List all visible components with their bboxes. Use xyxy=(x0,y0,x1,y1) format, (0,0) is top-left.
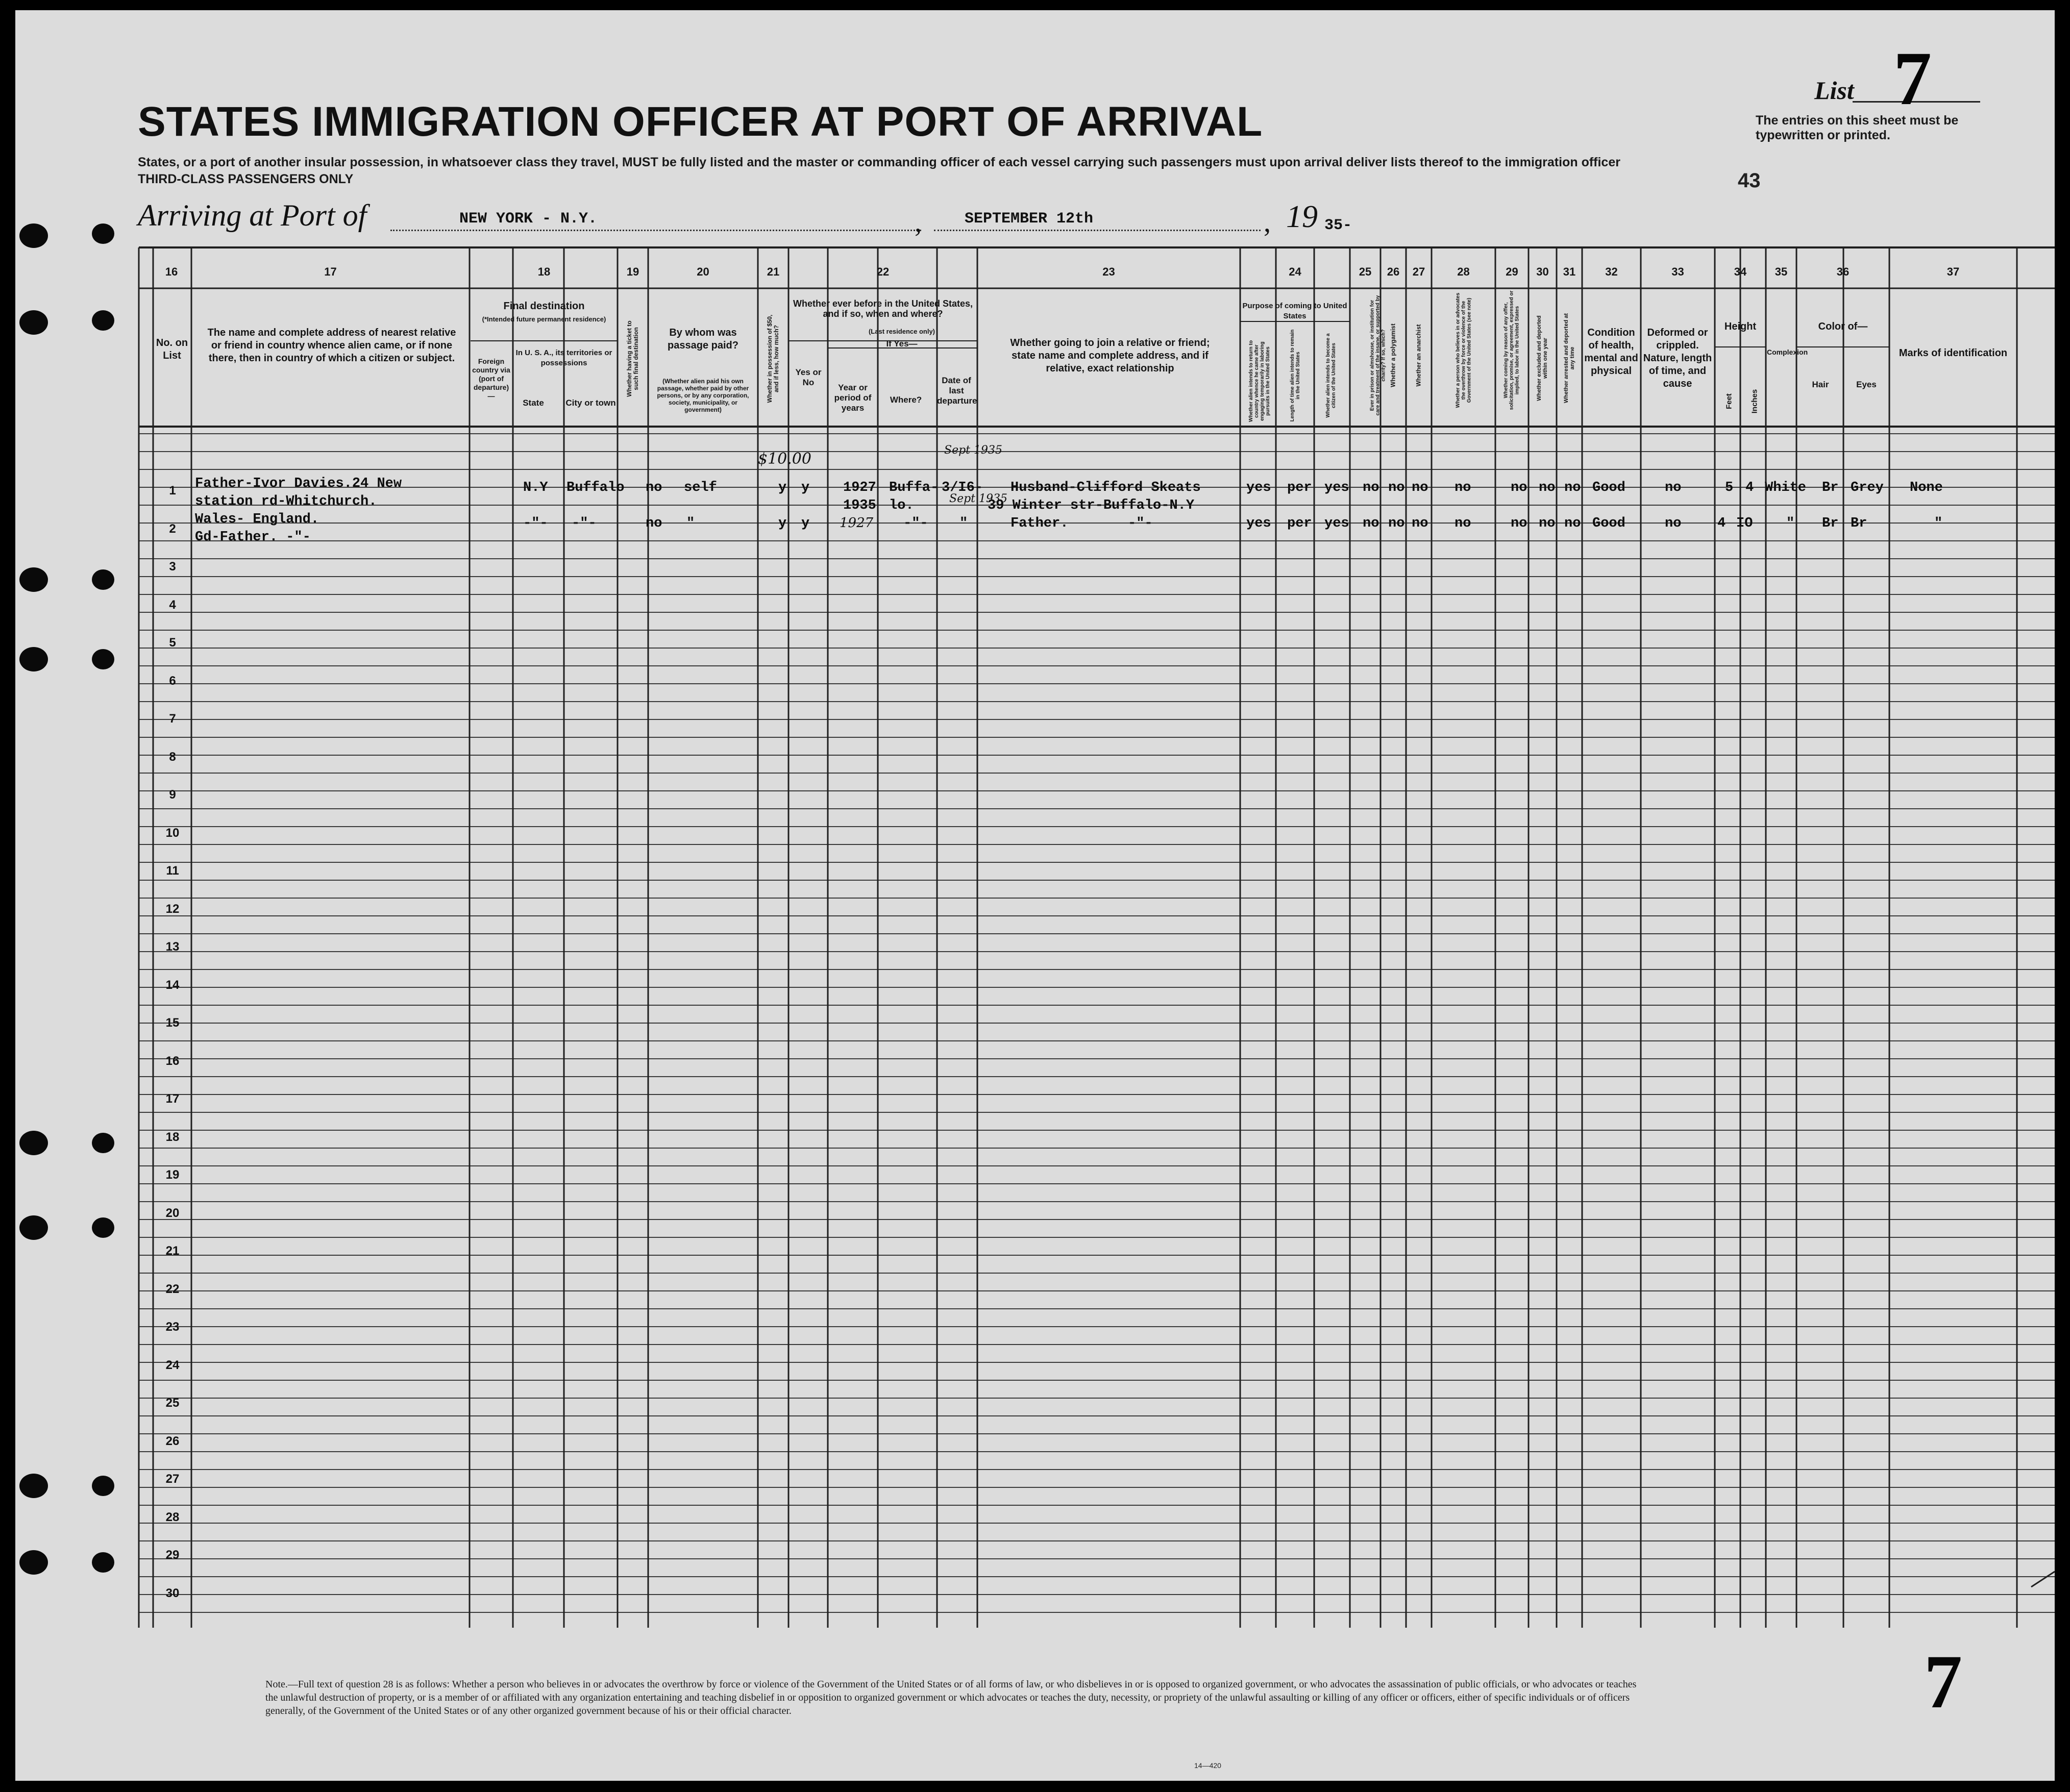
city-cell: -"- xyxy=(572,516,597,531)
header-foreign-country: Foreign country via (port of departure)— xyxy=(472,357,510,400)
arriving-label: Arriving at Port of xyxy=(138,198,367,232)
page-number: 7 xyxy=(1924,1639,1962,1724)
column-number: 31 xyxy=(1563,265,1576,278)
deformed-cell: no xyxy=(1665,480,1682,495)
header-last-residence: (Last residence only) xyxy=(868,328,935,335)
year-cell: 1927 xyxy=(843,480,876,495)
where-cell: -"- xyxy=(903,516,928,531)
money-cell: y xyxy=(778,480,787,495)
ticket-cell: no xyxy=(646,516,662,531)
q31-cell: no xyxy=(1564,516,1581,531)
comma-separator: , xyxy=(915,207,922,238)
purpose-return-cell: yes xyxy=(1246,516,1271,531)
row-number: 19 xyxy=(165,1168,180,1182)
header-where: Where? xyxy=(890,395,922,405)
row-number: 30 xyxy=(165,1586,180,1600)
date-value: SEPTEMBER 12th xyxy=(965,210,1094,228)
complexion-cell: " xyxy=(1786,516,1795,531)
relative-address: Wales- England. xyxy=(195,512,319,527)
column-number: 33 xyxy=(1671,265,1684,278)
marks-cell: " xyxy=(1934,516,1943,531)
header-hair: Hair xyxy=(1812,380,1829,389)
header-purpose-return: Whether alien intends to return to country whence he came after engaging temporarily in laboring pursuits in the United States xyxy=(1248,340,1271,422)
state-cell: N.Y xyxy=(523,480,548,495)
joining-cell: Father. xyxy=(1011,516,1069,531)
anarchist-cell: no xyxy=(1412,516,1428,531)
row-number: 8 xyxy=(169,750,176,764)
q30-cell: no xyxy=(1539,480,1556,495)
row-number: 17 xyxy=(165,1092,180,1106)
been-before-cell: y xyxy=(801,516,810,531)
column-number: 30 xyxy=(1536,265,1549,278)
header-color-of: Color of— xyxy=(1818,321,1868,332)
header-if-yes: If Yes— xyxy=(886,339,918,349)
feet-cell: 4 xyxy=(1717,516,1726,531)
column-number: 34 xyxy=(1734,265,1747,278)
class-line: THIRD-CLASS PASSENGERS ONLY xyxy=(138,172,354,186)
port-value: NEW YORK - N.Y. xyxy=(459,210,598,228)
header-feet: Feet xyxy=(1724,393,1734,409)
column-number: 24 xyxy=(1289,265,1301,278)
column-number: 35 xyxy=(1775,265,1788,278)
city-cell: Buffalo xyxy=(566,480,625,495)
departure-handwritten: Sept 1935 xyxy=(944,444,1002,457)
row-number: 25 xyxy=(165,1396,180,1410)
departure-cell: 3/I6- xyxy=(942,480,983,495)
year-cell: 1935 xyxy=(843,498,876,513)
row-number: 27 xyxy=(165,1472,180,1486)
column-number: 26 xyxy=(1387,265,1400,278)
q28-cell: no xyxy=(1455,480,1471,495)
eyes-cell: Grey xyxy=(1851,480,1884,495)
where-cell: lo. xyxy=(889,498,914,513)
purpose-length-cell: per xyxy=(1287,516,1312,531)
hair-cell: Br xyxy=(1822,516,1839,531)
row-number: 26 xyxy=(165,1434,180,1448)
form-code: 14—420 xyxy=(1194,1761,1221,1770)
header-passage-note: (Whether alien paid his own passage, whether paid by other persons, or by any corporation, society, municipality, or government) xyxy=(657,378,749,413)
row-number: 5 xyxy=(169,636,176,650)
header-before-in-us: Whether ever before in the United States, and if so, when and where? xyxy=(793,298,973,319)
q28-cell: no xyxy=(1455,516,1471,531)
header-anarchist: Whether an anarchist xyxy=(1415,324,1422,387)
column-number: 27 xyxy=(1412,265,1425,278)
purpose-citizen-cell: yes xyxy=(1324,480,1349,495)
row-number: 29 xyxy=(165,1548,180,1562)
row-number: 16 xyxy=(165,1054,180,1068)
row-number: 23 xyxy=(165,1320,180,1334)
header-polygamist: Whether a polygamist xyxy=(1389,323,1397,387)
joining-cell: 39 Winter str-Buffalo-N.Y xyxy=(988,498,1195,513)
health-cell: Good xyxy=(1592,516,1625,531)
column-number: 37 xyxy=(1946,265,1960,278)
departure-cell: " xyxy=(959,516,968,531)
row-number: 10 xyxy=(165,826,180,840)
row-number: 12 xyxy=(165,902,180,916)
row-number: 4 xyxy=(169,598,176,612)
header-q31: Whether arrested and deported at any time xyxy=(1563,313,1575,404)
money-cell: y xyxy=(778,516,787,531)
feet-cell: 5 xyxy=(1725,480,1734,495)
joining-cell: -"- xyxy=(1128,516,1153,531)
relative-address: station rd-Whitchurch. xyxy=(195,494,377,509)
column-number: 20 xyxy=(697,265,709,278)
column-number: 36 xyxy=(1836,265,1850,278)
header-height: Height xyxy=(1724,321,1757,332)
column-number: 29 xyxy=(1506,265,1518,278)
polygamist-cell: no xyxy=(1388,480,1405,495)
page-title: STATES IMMIGRATION OFFICER AT PORT OF ARRIVAL xyxy=(138,98,1263,145)
column-number: 32 xyxy=(1605,265,1618,278)
purpose-return-cell: yes xyxy=(1246,480,1271,495)
inches-cell: 4 xyxy=(1745,480,1754,495)
row-number: 22 xyxy=(165,1282,180,1296)
row-number: 11 xyxy=(166,864,179,878)
polygamist-cell: no xyxy=(1388,516,1405,531)
column-number: 28 xyxy=(1457,265,1470,278)
row-number: 24 xyxy=(165,1358,180,1372)
header-in-usa: In U. S. A., its territories or possessions xyxy=(515,349,612,367)
column-number: 16 xyxy=(165,265,178,278)
header-purpose-length: Length of time alien intends to remain in the United States xyxy=(1290,329,1301,422)
header-yes-or-no: Yes or No xyxy=(795,367,822,387)
header-health: Condition of health, mental and physical xyxy=(1584,327,1638,377)
row-number: 14 xyxy=(165,978,180,992)
header-joining-relative: Whether going to join a relative or friend; state name and complete address, and if relative, exact relationship xyxy=(1010,337,1210,374)
header-passage-paid: By whom was passage paid? xyxy=(668,327,738,351)
anarchist-cell: no xyxy=(1412,480,1428,495)
ticket-cell: no xyxy=(646,480,662,495)
q29-cell: no xyxy=(1511,480,1527,495)
header-nearest-relative: The name and complete address of nearest relative or friend in country whence alien came, or if none there, then in country of which a citizen or subject. xyxy=(207,327,456,364)
header-ticket: Whether having a ticket to such final destination xyxy=(626,320,639,397)
row-number: 9 xyxy=(169,788,176,802)
row-number: 18 xyxy=(165,1130,180,1144)
been-before-cell: y xyxy=(801,480,810,495)
row-number: 28 xyxy=(165,1510,180,1524)
header-no-on-list: No. on List xyxy=(156,337,188,361)
year-suffix: 35- xyxy=(1324,217,1352,234)
marks-cell: None xyxy=(1910,480,1943,495)
header-money: Whether in possession of $50, and if less, how much? xyxy=(766,314,780,403)
subtitle-line: States, or a port of another insular possession, in whatsoever class they travel, MUST be fully listed and the master or commanding officer of each vessel carrying such passengers must upon arrival deliver lists thereof to the immigration officer xyxy=(138,155,1620,169)
header-q30: Whether excluded and deported within one year xyxy=(1536,315,1548,401)
relative-address: Gd-Father. -"- xyxy=(195,530,311,545)
relative-address: Father-Ivor Davies.24 New xyxy=(195,476,402,491)
header-final-destination: Final destination xyxy=(503,301,585,312)
inches-cell: IO xyxy=(1736,516,1753,531)
header-purpose: Purpose of coming to United States xyxy=(1242,302,1347,320)
header-state: State xyxy=(523,398,544,408)
header-final-destination-note: (*Intended future permanent residence) xyxy=(482,315,606,323)
departure-handwritten: Sept 1935 xyxy=(949,492,1007,505)
column-number: 25 xyxy=(1359,265,1372,278)
row-number: 2 xyxy=(169,521,176,536)
hair-cell: Br xyxy=(1822,480,1839,495)
passage-cell: self xyxy=(684,480,717,495)
row-number: 7 xyxy=(169,712,176,726)
stamp-number: 43 xyxy=(1738,169,1761,192)
header-city-or-town: City or town xyxy=(565,398,616,408)
column-number: 22 xyxy=(876,265,890,278)
row-number: 21 xyxy=(165,1244,180,1258)
column-number: 18 xyxy=(537,265,551,278)
row-number: 15 xyxy=(165,1016,180,1030)
column-number: 19 xyxy=(626,265,639,278)
complexion-cell: White xyxy=(1765,480,1807,495)
row-number: 20 xyxy=(165,1206,180,1220)
entries-note: The entries on this sheet must be typewritten or printed. xyxy=(1756,113,1959,142)
footnote: Note.—Full text of question 28 is as follows: Whether a person who believes in or advocates the overthrow by force or violence of the Government of the United States or of all forms of law, or who disbelieves in or is opposed to organized government, or who advocates the assassination of public officials, or who advocates or teaches the unlawful destruction of property, or is a member of or affiliated with any organization entertaining and teaching disbelief in or opposition to organized government or which advocates or teaches the duty, necessity, or propriety of the unlawful assaulting or killing of any officer or officers, either of specific individuals or of officers generally, of the Government of the United States or of any other organized government because of his or their official character. xyxy=(265,1679,1637,1716)
state-cell: -"- xyxy=(523,516,548,531)
eyes-cell: Br xyxy=(1851,516,1867,531)
q29-cell: no xyxy=(1511,516,1527,531)
prison-cell: no xyxy=(1363,516,1379,531)
column-number: 21 xyxy=(767,265,780,278)
joining-cell: Husband-Clifford Skeats xyxy=(1011,480,1201,495)
header-inches: Inches xyxy=(1750,389,1759,414)
header-eyes: Eyes xyxy=(1856,380,1877,389)
list-number: 7 xyxy=(1893,36,1932,121)
prison-cell: no xyxy=(1363,480,1379,495)
row-number: 3 xyxy=(169,560,176,574)
manifest-page xyxy=(15,10,2055,1781)
where-cell: Buffa- xyxy=(889,480,939,495)
header-q28: Whether a person who believes in or advocates the overthrow by force or violence of the Government of the United States (see note) xyxy=(1455,292,1472,408)
row-number: 13 xyxy=(165,940,180,954)
header-deformed: Deformed or crippled. Nature, length of time, and cause xyxy=(1643,327,1712,389)
header-purpose-citizen: Whether alien intends to become a citizen of the United States xyxy=(1325,333,1337,418)
passage-cell: " xyxy=(686,516,695,531)
column-number: 17 xyxy=(324,265,337,278)
comma-separator: , xyxy=(1264,207,1271,238)
row-number: 6 xyxy=(169,674,176,688)
deformed-cell: no xyxy=(1665,516,1682,531)
header-year-period: Year or period of years xyxy=(834,383,872,413)
header-date-departure: Date of last departure xyxy=(937,376,977,406)
list-label: List xyxy=(1814,76,1854,105)
q31-cell: no xyxy=(1564,480,1581,495)
header-q29: Whether coming by reason of any offer, solicitation, promise, or agreement, expressed or implied, to labor in the United States xyxy=(1503,290,1520,410)
column-number: 23 xyxy=(1102,265,1115,278)
purpose-citizen-cell: yes xyxy=(1324,516,1349,531)
header-complexion: Complexion xyxy=(1767,348,1808,356)
row-number: 1 xyxy=(169,484,176,497)
money-handwritten: $10.00 xyxy=(758,450,811,468)
q30-cell: no xyxy=(1539,516,1556,531)
purpose-length-cell: per xyxy=(1287,480,1312,495)
header-prison: Ever in prison or almshouse, or institution for care and treatment of the insane, or supported by charity? If so, which? xyxy=(1369,295,1387,416)
year-prefix: 19 xyxy=(1286,200,1318,234)
header-marks: Marks of identification xyxy=(1899,347,2008,359)
year-handwritten: 1927 xyxy=(840,515,874,531)
health-cell: Good xyxy=(1592,480,1625,495)
